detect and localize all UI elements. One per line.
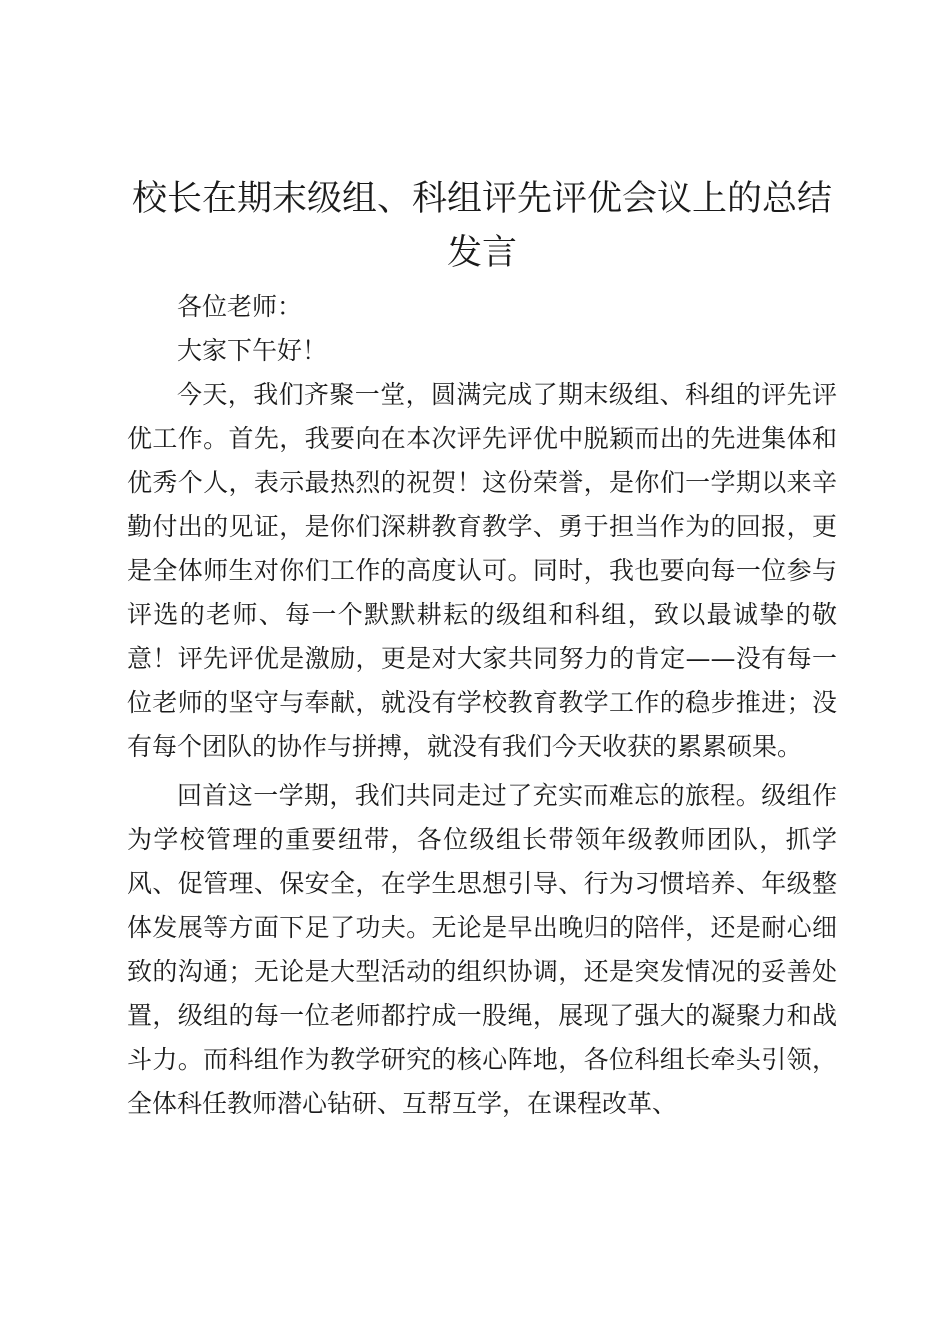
greeting: 大家下午好！ xyxy=(177,336,328,365)
document-page xyxy=(127,172,837,1126)
document-title: 校长在期末级组、科组评先评优会议上的总结发言 xyxy=(131,179,832,273)
paragraph-2: 回首这一学期，我们共同走过了充实而难忘的旅程。级组作为学校管理的重要纽带，各位级组长带领年级教师团队，抓学风、促管理、保安全，在学生思想引导、行为习惯培养、年级整体发展等方面下足了功夫。无论是早出晚归的陪伴，还是耐心细致的沟通；无论是大型活动的组织协调，还是突发情况的妥善处置，级组的每一位老师都拧成一股绳，展现了强大的凝聚力和战斗力。而科组作为教学研究的核心阵地，各位科组长牵头引领，全体科任教师潜心钻研、互帮互学，在课程改革、 xyxy=(127,781,837,1118)
salutation: 各位老师： xyxy=(177,292,303,321)
paragraph-1: 今天，我们齐聚一堂，圆满完成了期末级组、科组的评先评优工作。首先，我要向在本次评先评优中脱颖而出的先进集体和优秀个人，表示最热烈的祝贺！这份荣誉，是你们一学期以来辛勤付出的见证，是你们深耕教育教学、勇于担当作为的回报，更是全体师生对你们工作的高度认可。同时，我也要向每一位参与评选的老师、每一个默默耕耘的级组和科组，致以最诚挚的敬意！评先评优是激励，更是对大家共同努力的肯定——没有每一位老师的坚守与奉献，就没有学校教育教学工作的稳步推进；没有每个团队的协作与拼搏，就没有我们今天收获的累累硕果。 xyxy=(127,380,837,761)
